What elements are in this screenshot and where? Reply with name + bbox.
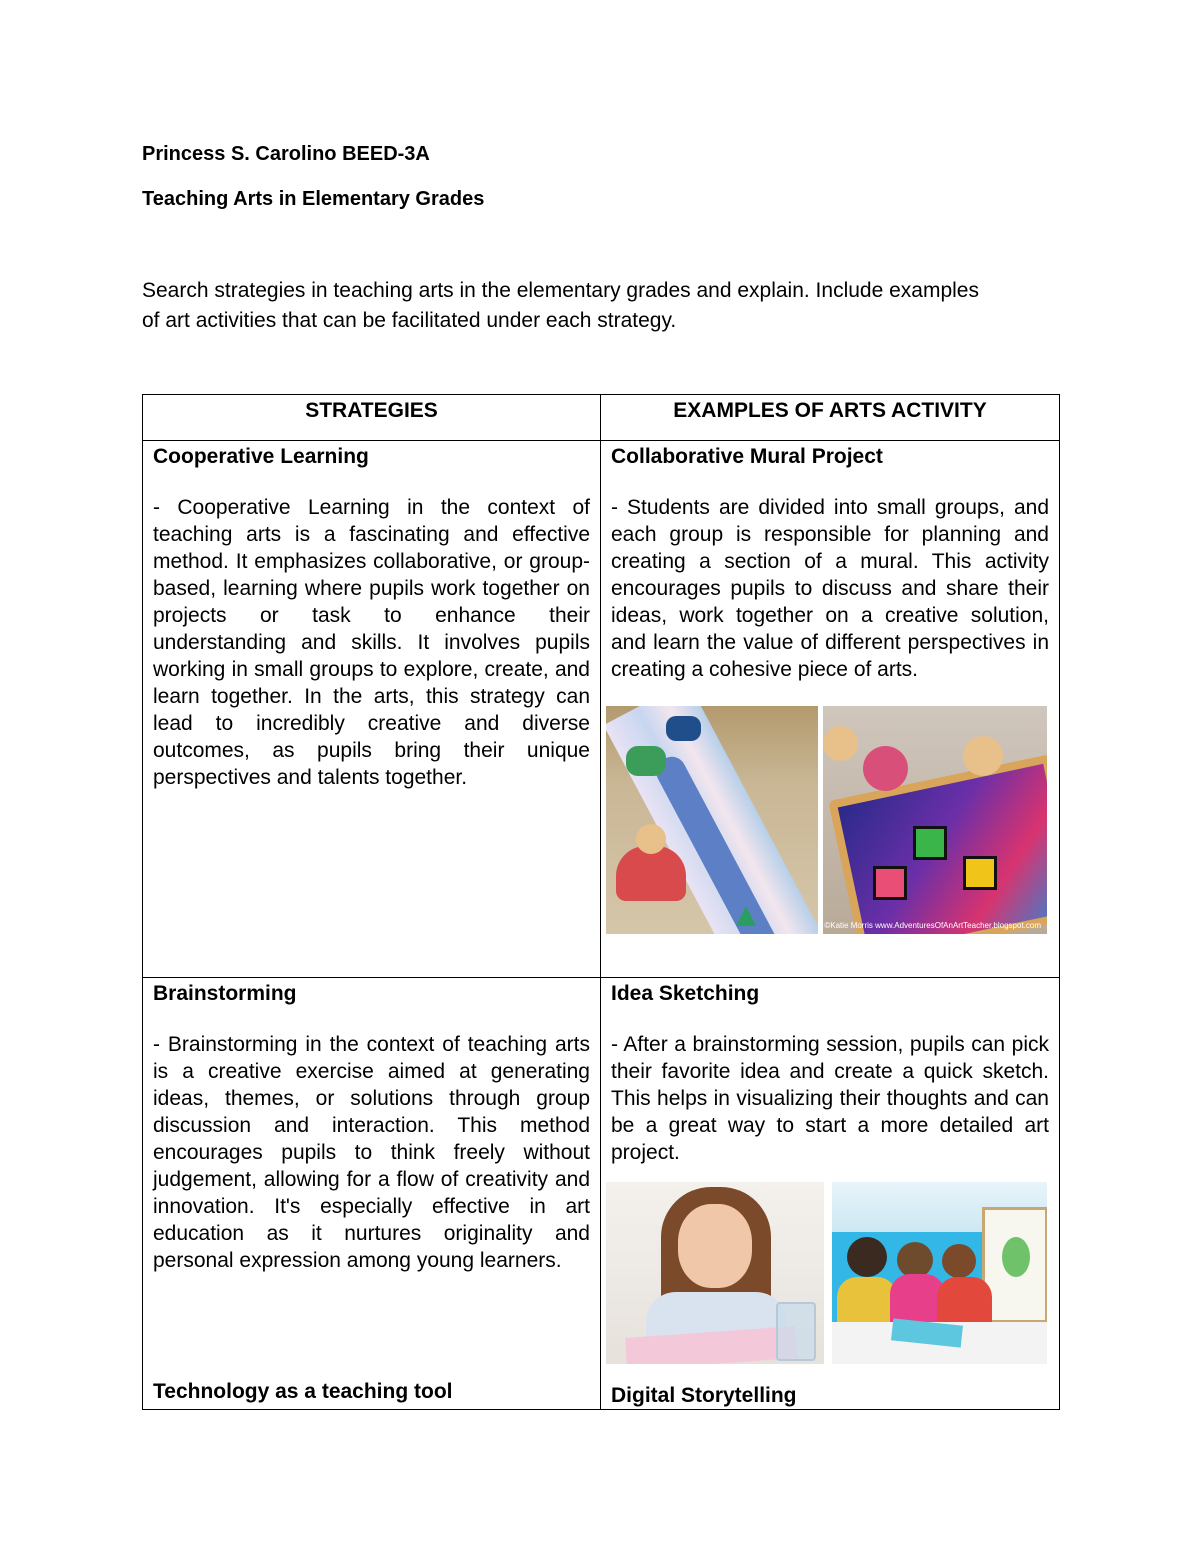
girl-sketching-photo: [606, 1182, 824, 1364]
activity-title: Collaborative Mural Project: [611, 445, 883, 468]
activity-cell-mural: [601, 441, 1060, 978]
next-activity-title: Digital Storytelling: [611, 1384, 797, 1407]
activity-description: - Students are divided into small groups, and each group is responsible for planning and creating a section of a mural. This activity encourages pupils to discuss and share their ideas, work together on a creative solution, and learn the value of different perspectives in creating a cohesive piece of arts.: [611, 496, 1049, 681]
strategy-title: Cooperative Learning: [153, 445, 369, 468]
mural-floor-photo: [606, 706, 818, 934]
header-strategies: STRATEGIES: [143, 395, 601, 441]
activity-cell-sketching: [601, 978, 1060, 1410]
strategy-cell-cooperative: [143, 441, 601, 978]
course-title: Teaching Arts in Elementary Grades: [142, 188, 485, 210]
activity-description: - After a brainstorming session, pupils can pick their favorite idea and create a quick sketch. This helps in visualizing their thoughts and can be a great way to start a more detailed art project.: [611, 1033, 1049, 1164]
header-examples: EXAMPLES OF ARTS ACTIVITY: [601, 395, 1060, 441]
kids-drawing-photo: [832, 1182, 1047, 1364]
strategies-table: [142, 394, 1060, 1410]
student-name-line: Princess S. Carolino BEED-3A: [142, 143, 430, 165]
photo-caption: ©Katie Morris www.AdventuresOfAnArtTeacher.blogspot.com: [824, 921, 1041, 930]
strategy-description: - Cooperative Learning in the context of teaching arts is a fascinating and effective method. It emphasizes collaborative, or group-based, learning where pupils work together on projects or task to enhance their understanding and skills. It involves pupils working in small groups to explore, create, and learn together. In the arts, this strategy can lead to incredibly creative and diverse outcomes, as pupils bring their unique perspectives and talents together.: [153, 496, 590, 789]
activity-title: Idea Sketching: [611, 982, 760, 1005]
mural-table-photo: [823, 706, 1047, 934]
next-strategy-title: Technology as a teaching tool: [153, 1380, 453, 1403]
sketching-photos: [606, 1182, 1051, 1364]
mural-photos: [606, 706, 1051, 934]
strategy-title: Brainstorming: [153, 982, 297, 1005]
assignment-prompt: Search strategies in teaching arts in the elementary grades and explain. Include examples of art activities that can be facilitated under each strategy.: [142, 279, 979, 332]
strategy-description: - Brainstorming in the context of teaching arts is a creative exercise aimed at generating ideas, themes, or solutions through group discussion and interaction. This method encourages pupils to think freely without judgement, allowing for a flow of creativity and innovation. It's especially effective in art education as it nurtures originality and personal expression among young learners.: [153, 1033, 590, 1272]
strategy-cell-brainstorming: [143, 978, 601, 1410]
